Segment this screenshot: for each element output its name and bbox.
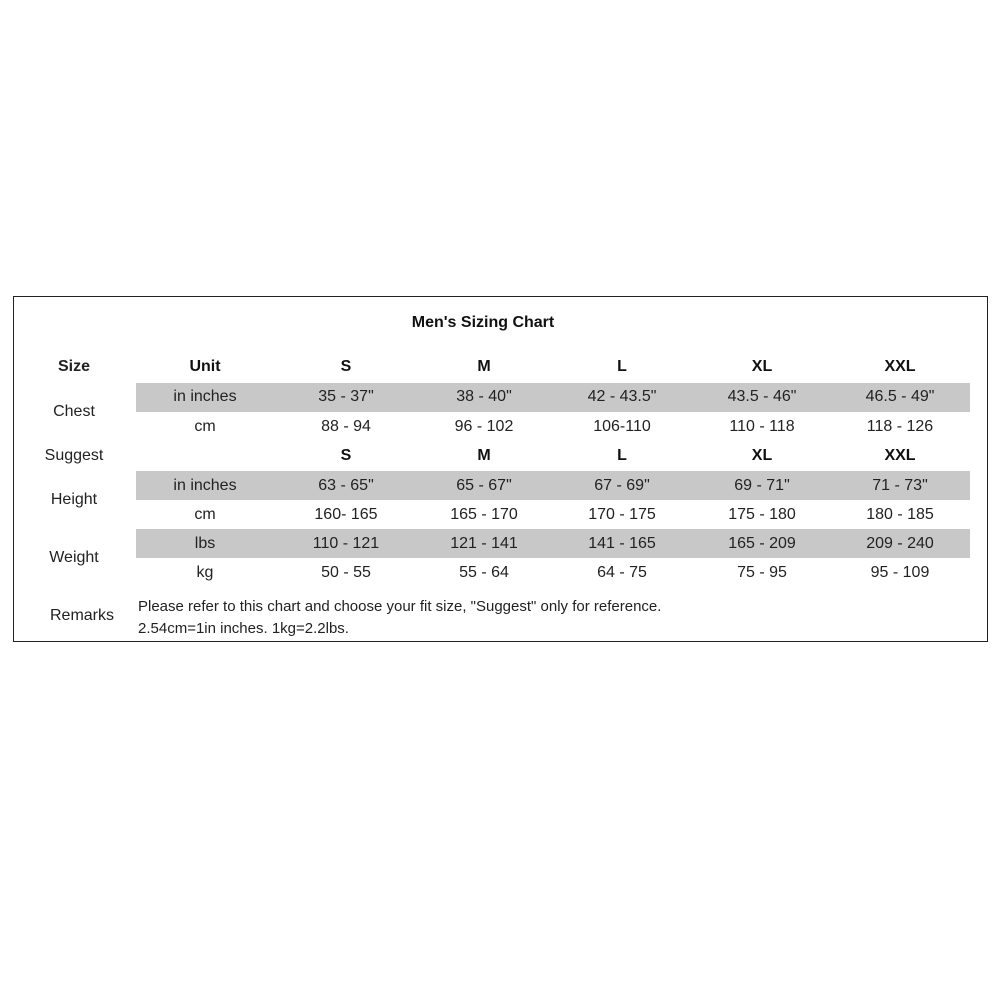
weight-lbs-m: 121 - 141 (450, 535, 518, 552)
suggest-size-s: S (340, 447, 352, 464)
weight-lbs-unit: lbs (194, 535, 216, 552)
height-inches-s: 63 - 65" (318, 477, 374, 494)
row-label-weight: Weight (49, 549, 99, 566)
height-inches-xxl: 71 - 73" (872, 477, 928, 494)
weight-kg-xxl: 95 - 109 (870, 564, 930, 581)
suggest-size-xxl: XXL (884, 447, 916, 464)
suggest-size-m: M (477, 447, 491, 464)
header-size-s: S (340, 358, 352, 375)
weight-lbs-xxl: 209 - 240 (866, 535, 934, 552)
weight-kg-m: 55 - 64 (459, 564, 509, 581)
remarks-line-2: 2.54cm=1in inches. 1kg=2.2lbs. (138, 620, 349, 637)
height-cm-m: 165 - 170 (450, 506, 518, 523)
weight-lbs-s: 110 - 121 (312, 535, 380, 552)
height-cm-xxl: 180 - 185 (866, 506, 934, 523)
chest-cm-l: 106-110 (593, 418, 651, 435)
weight-kg-xl: 75 - 95 (737, 564, 787, 581)
suggest-size-xl: XL (751, 447, 773, 464)
weight-kg-unit: kg (196, 564, 214, 581)
height-inches-l: 67 - 69" (594, 477, 650, 494)
row-label-height: Height (50, 491, 98, 508)
header-size-m: M (477, 358, 491, 375)
row-label-chest: Chest (53, 403, 95, 420)
height-cm-l: 170 - 175 (588, 506, 656, 523)
remarks-text (138, 596, 661, 640)
weight-lbs-l: 141 - 165 (588, 535, 656, 552)
header-size-xxl: XXL (884, 358, 916, 375)
weight-kg-l: 64 - 75 (597, 564, 647, 581)
chest-cm-unit: cm (194, 418, 216, 435)
chart-title: Men's Sizing Chart (411, 314, 555, 331)
row-label-suggest: Suggest (44, 447, 104, 464)
weight-lbs-xl: 165 - 209 (728, 535, 796, 552)
chest-inches-l: 42 - 43.5" (587, 388, 657, 405)
height-cm-xl: 175 - 180 (728, 506, 796, 523)
header-size-l: L (617, 358, 627, 375)
chest-inches-s: 35 - 37" (318, 388, 374, 405)
row-label-size: Size (57, 358, 90, 375)
height-inches-unit: in inches (173, 477, 237, 494)
chest-inches-xl: 43.5 - 46" (727, 388, 797, 405)
chest-inches-unit: in inches (173, 388, 237, 405)
sizing-chart-frame (13, 296, 988, 642)
header-unit: Unit (189, 358, 221, 375)
height-inches-xl: 69 - 71" (734, 477, 790, 494)
height-cm-s: 160- 165 (314, 506, 378, 523)
height-inches-m: 65 - 67" (456, 477, 512, 494)
header-size-xl: XL (751, 358, 773, 375)
row-label-remarks: Remarks (49, 607, 114, 624)
chest-cm-s: 88 - 94 (321, 418, 371, 435)
chest-cm-xxl: 118 - 126 (866, 418, 934, 435)
chest-cm-xl: 110 - 118 (729, 418, 795, 435)
suggest-size-l: L (617, 447, 627, 464)
remarks-line-1: Please refer to this chart and choose your fit size, "Suggest" only for reference. (138, 598, 662, 615)
weight-kg-s: 50 - 55 (321, 564, 371, 581)
chest-cm-m: 96 - 102 (454, 418, 514, 435)
chest-inches-xxl: 46.5 - 49" (865, 388, 935, 405)
height-cm-unit: cm (194, 506, 216, 523)
chest-inches-m: 38 - 40" (456, 388, 512, 405)
